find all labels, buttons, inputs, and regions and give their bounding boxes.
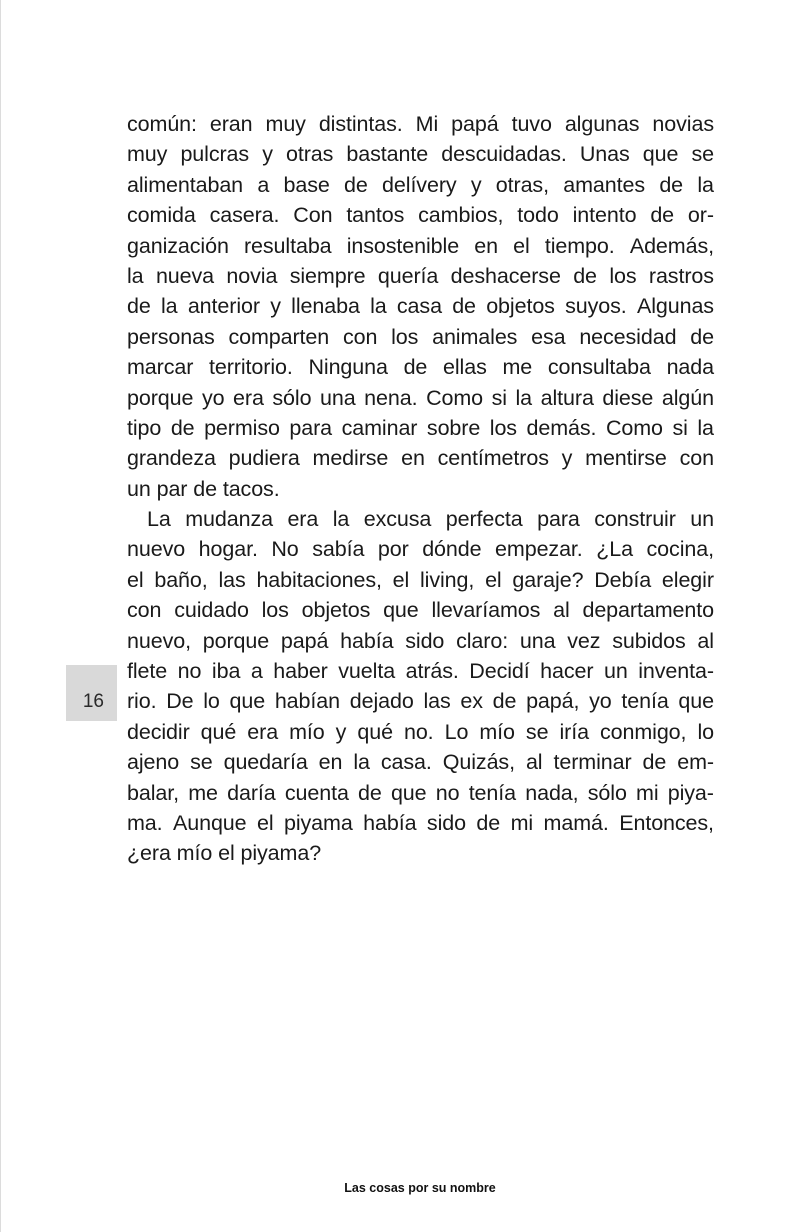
word: me [188, 780, 218, 805]
word: porque [202, 628, 270, 653]
word: la [161, 294, 178, 319]
word: Entonces, [619, 810, 714, 835]
word: piyama [283, 810, 353, 835]
word: piya- [667, 780, 714, 805]
word: con [342, 324, 378, 349]
word: y [262, 142, 273, 167]
word: mamá. [543, 810, 609, 835]
text-line-paragraph-end: un par de tacos. [127, 476, 280, 501]
word: No [271, 537, 299, 562]
word: llenaba [291, 294, 360, 319]
word: Decidí [469, 659, 530, 684]
word: novia [226, 263, 278, 288]
word: de [358, 780, 382, 805]
word: si [491, 385, 507, 410]
word: de [492, 689, 517, 714]
word: en [318, 750, 343, 775]
text-line-paragraph-start [127, 504, 714, 534]
word: tenía [468, 780, 517, 805]
word: nuevo, [127, 628, 191, 653]
word: Lo [444, 719, 469, 744]
word: departamento [582, 598, 714, 623]
word: papá [451, 112, 499, 136]
word: conmigo, [599, 719, 687, 744]
word: con [127, 598, 162, 623]
word: baño, [154, 567, 208, 592]
word: sabía [312, 537, 365, 562]
word: living, [419, 567, 475, 592]
word: un [604, 659, 628, 684]
book-title-footer: Las cosas por su nombre [344, 1181, 496, 1195]
word: la [515, 385, 533, 410]
word: decidir [127, 719, 190, 744]
word: permiso [204, 415, 280, 440]
word: pulcras [180, 142, 250, 167]
word: algunas [564, 112, 640, 136]
word: de [452, 294, 476, 319]
word: dónde [422, 537, 482, 562]
word: sobre [426, 415, 481, 440]
word: necesidad [579, 324, 677, 349]
word: ma. [127, 810, 163, 835]
word: la [370, 294, 387, 319]
word: comida [127, 203, 196, 228]
word: se [525, 719, 549, 744]
word: empezar. [495, 537, 583, 562]
word: terminar [553, 750, 632, 775]
word: Con [293, 203, 333, 228]
text-line [127, 352, 714, 382]
text-line [127, 322, 714, 352]
word: siempre [289, 263, 366, 288]
word: altura [540, 385, 594, 410]
word: un [690, 507, 714, 532]
word: mi [636, 780, 659, 805]
text-line [127, 686, 714, 716]
word: de [690, 324, 714, 349]
word: Ninguna [308, 355, 388, 380]
word: cuidado [174, 598, 249, 623]
word: de [650, 203, 675, 228]
word: no [435, 780, 460, 805]
word: objetos [301, 598, 371, 623]
word: lo [203, 689, 220, 714]
word: bastante [346, 142, 429, 167]
word: nueva [155, 263, 215, 288]
word: en [401, 446, 425, 471]
word: nada, [525, 780, 579, 805]
word: casa. [380, 750, 432, 775]
word: sido [405, 628, 445, 653]
page-number-tab [66, 665, 117, 721]
text-line [127, 383, 714, 413]
word: habitaciones, [256, 567, 382, 592]
word: iba [211, 659, 241, 684]
text-line [127, 291, 714, 321]
word: otras, [495, 172, 549, 197]
word: Como [426, 385, 484, 410]
word: pudiera [228, 446, 300, 471]
word: de [573, 263, 597, 288]
word: cocina, [646, 537, 714, 562]
word: sido [426, 810, 466, 835]
word: Algunas [636, 294, 714, 319]
word: daría [227, 780, 276, 805]
word: de [170, 415, 195, 440]
word: para [537, 507, 580, 532]
word: me [502, 355, 533, 380]
word: eran [209, 112, 253, 136]
word: si [672, 415, 688, 440]
word: los [261, 598, 289, 623]
word: rio. [127, 689, 157, 714]
word: elegir [661, 567, 714, 592]
word: que [642, 142, 679, 167]
word: distintas. [318, 112, 403, 136]
word: que [390, 780, 427, 805]
word: algún [661, 385, 714, 410]
word: de [659, 172, 684, 197]
word: tipo [127, 415, 162, 440]
word: objetos [486, 294, 555, 319]
word: grandeza [127, 446, 216, 471]
word: demás. [526, 415, 597, 440]
word: Aunque [173, 810, 247, 835]
word: la [697, 415, 714, 440]
word: anterior [187, 294, 260, 319]
word: mío [479, 719, 515, 744]
word: al [553, 598, 570, 623]
word: para [289, 415, 333, 440]
word: De [166, 689, 194, 714]
text-line [127, 200, 714, 230]
word: otras [285, 142, 334, 167]
word: una [320, 385, 356, 410]
word: nada [666, 355, 714, 380]
word: y [335, 719, 347, 744]
word: era [247, 719, 279, 744]
word: con [679, 446, 714, 471]
word: por [377, 537, 409, 562]
word: Mi [415, 112, 439, 136]
word: ex [460, 689, 483, 714]
word: de [344, 172, 368, 197]
word: balar, [127, 780, 179, 805]
word: descuidadas. [441, 142, 567, 167]
word: iría [559, 719, 589, 744]
word: ¿La [596, 537, 633, 562]
word: or- [687, 203, 714, 228]
word: cambios, [418, 203, 504, 228]
text-line [127, 778, 714, 808]
word: el [485, 567, 502, 592]
word: al [525, 750, 543, 775]
word: subidos [612, 628, 686, 653]
word: los [489, 415, 517, 440]
word: era [287, 507, 319, 532]
word: las [218, 567, 246, 592]
text-line [127, 717, 714, 747]
page-number: 16 [82, 691, 104, 712]
text-line [127, 808, 714, 838]
word: de [642, 750, 667, 775]
word: resultaba [243, 233, 332, 258]
word: yo [201, 385, 225, 410]
word: porque [127, 385, 194, 410]
word: em- [677, 750, 714, 775]
word: a [257, 172, 270, 197]
word: el [513, 233, 530, 258]
word: mentirse [585, 446, 667, 471]
word: el [256, 810, 274, 835]
word: tiempo. [544, 233, 615, 258]
word: comparten [228, 324, 330, 349]
word: quería [377, 263, 439, 288]
word: amantes [563, 172, 646, 197]
word: de [476, 810, 501, 835]
text-line [127, 747, 714, 777]
word: no [177, 659, 202, 684]
word: novias [652, 112, 714, 136]
word: mudanza [185, 507, 273, 532]
word: atrás. [405, 659, 459, 684]
word: era [233, 385, 264, 410]
word: sólo [587, 780, 627, 805]
text-line [127, 626, 714, 656]
word: las [423, 689, 451, 714]
word: una [519, 628, 556, 653]
word: hacer [540, 659, 594, 684]
word: ganización [127, 233, 229, 258]
word: Como [605, 415, 663, 440]
word: que [229, 689, 266, 714]
word: sólo [272, 385, 312, 410]
word: esa [531, 324, 566, 349]
word: mi [510, 810, 534, 835]
word: vuelta [338, 659, 396, 684]
word: la [697, 172, 714, 197]
text-line [127, 656, 714, 686]
word: los [609, 263, 637, 288]
word: quedaría [223, 750, 308, 775]
word: y [470, 172, 482, 197]
word: medirse [312, 446, 389, 471]
word: se [691, 142, 714, 167]
word: animales [432, 324, 518, 349]
text-line [127, 231, 714, 261]
word: insostenible [346, 233, 460, 258]
word: alimentaban [127, 172, 244, 197]
word: en [474, 233, 498, 258]
word: tenía [621, 689, 669, 714]
text-line [127, 109, 714, 139]
word: flete [127, 659, 168, 684]
word: perfecta [445, 507, 523, 532]
word: la [332, 507, 350, 532]
word: consultaba [547, 355, 651, 380]
word: personas [127, 324, 215, 349]
word: común: [127, 112, 197, 136]
word: hogar. [198, 537, 258, 562]
word: muy [127, 142, 168, 167]
word: territorio. [209, 355, 293, 380]
word: nuevo [127, 537, 186, 562]
word: suyos. [565, 294, 627, 319]
word: casa [396, 294, 442, 319]
word: todo [517, 203, 559, 228]
word: ellas [443, 355, 487, 380]
word: mío [289, 719, 325, 744]
word: habían [274, 689, 340, 714]
word: papá, [526, 689, 580, 714]
text-line [127, 413, 714, 443]
word: no. [403, 719, 434, 744]
word: el [127, 567, 144, 592]
word: Unas [579, 142, 630, 167]
word: claro: [456, 628, 509, 653]
word: la [127, 263, 144, 288]
word: haber [273, 659, 328, 684]
word: cuenta [284, 780, 349, 805]
word: llevaríamos [431, 598, 541, 623]
word: Quizás, [442, 750, 515, 775]
word: diese [602, 385, 654, 410]
word: centímetros [437, 446, 549, 471]
word: nena. [364, 385, 418, 410]
word: se [190, 750, 213, 775]
page-edge [0, 0, 1, 1232]
word: construir [594, 507, 676, 532]
word: deshacerse [450, 263, 561, 288]
word: base [283, 172, 330, 197]
word: excusa [363, 507, 432, 532]
word: qué [357, 719, 393, 744]
word: de [127, 294, 151, 319]
word: delívery [382, 172, 457, 197]
text-line [127, 534, 714, 564]
word: rastros [648, 263, 714, 288]
word: marcar [127, 355, 194, 380]
word: Además, [629, 233, 714, 258]
word: a [250, 659, 263, 684]
body-text [127, 109, 714, 869]
word: ajeno [127, 750, 180, 775]
word: y [270, 294, 281, 319]
word: tuvo [511, 112, 552, 136]
text-line [127, 139, 714, 169]
word: inventa- [638, 659, 714, 684]
word: que [383, 598, 419, 623]
word: yo [589, 689, 612, 714]
word: tantos [346, 203, 405, 228]
word: intento [572, 203, 637, 228]
word: había [363, 810, 417, 835]
word: papá [280, 628, 329, 653]
word: dejado [349, 689, 414, 714]
word: que [678, 689, 714, 714]
word: Debía [594, 567, 652, 592]
word: qué [200, 719, 237, 744]
word: al [697, 628, 714, 653]
word: había [340, 628, 394, 653]
word: el [392, 567, 410, 592]
text-line [127, 443, 714, 473]
text-line [127, 261, 714, 291]
word: los [391, 324, 419, 349]
text-line [127, 170, 714, 200]
word: caminar [341, 415, 418, 440]
word: muy [265, 112, 306, 136]
word: la [353, 750, 370, 775]
text-line [127, 565, 714, 595]
word: La [147, 507, 171, 532]
word: y [561, 446, 573, 471]
word: vez [567, 628, 601, 653]
text-line-paragraph-end: ¿era mío el piyama? [127, 841, 322, 866]
word: de [403, 355, 428, 380]
word: garaje? [512, 567, 584, 592]
word: casera. [209, 203, 280, 228]
word: lo [697, 719, 714, 744]
text-line [127, 595, 714, 625]
